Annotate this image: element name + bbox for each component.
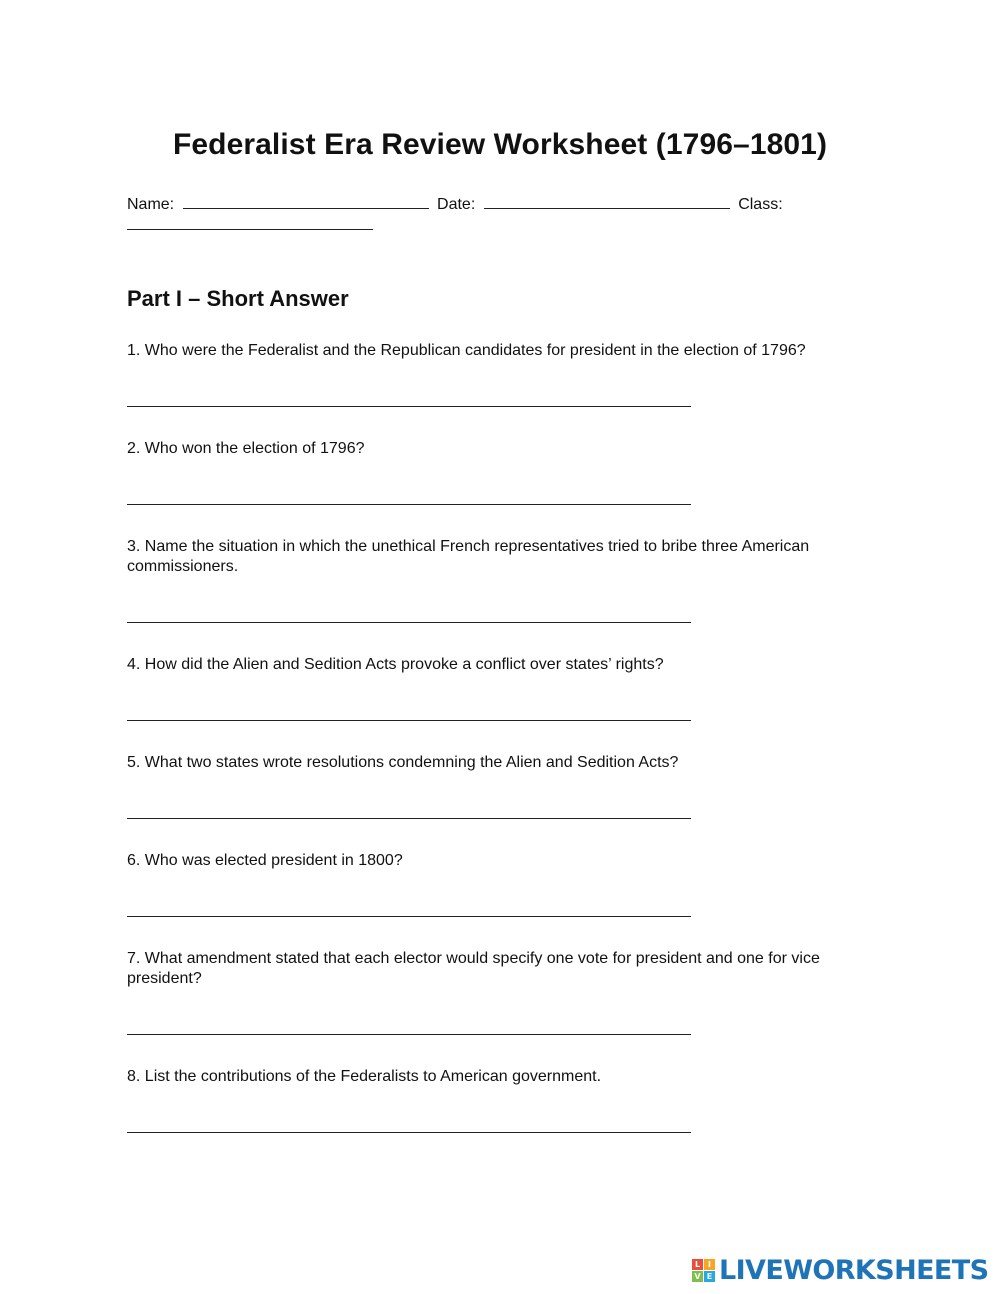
liveworksheets-logo xyxy=(692,1254,988,1286)
question-6: 6. Who was elected president in 1800? xyxy=(127,852,403,869)
answer-field-2[interactable] xyxy=(127,504,691,505)
logo-mark-icon xyxy=(692,1259,715,1282)
answer-field-6[interactable] xyxy=(127,916,691,917)
logo-tile-l: L xyxy=(692,1259,703,1270)
name-label: Name: xyxy=(127,196,175,213)
logo-tile-e: E xyxy=(704,1271,715,1282)
answer-field-1[interactable] xyxy=(127,406,691,407)
logo-tile-v: V xyxy=(692,1271,703,1282)
name-field[interactable] xyxy=(183,194,429,209)
question-1: 1. Who were the Federalist and the Republican candidates for president in the election of 1796? xyxy=(127,342,806,359)
worksheet-title: Federalist Era Review Worksheet (1796–1801) xyxy=(172,128,828,161)
logo-text: LIVEWORKSHEETS xyxy=(719,1254,989,1286)
question-3: 3. Name the situation in which the unethical French representatives tried to bribe three American commissioners. xyxy=(127,538,810,575)
question-5: 5. What two states wrote resolutions condemning the Alien and Sedition Acts? xyxy=(127,754,679,771)
answer-field-5[interactable] xyxy=(127,818,691,819)
class-label: Class: xyxy=(738,196,783,213)
answer-field-7[interactable] xyxy=(127,1034,691,1035)
question-7: 7. What amendment stated that each elector would specify one vote for president and one for vice president? xyxy=(127,950,820,987)
date-label: Date: xyxy=(437,196,476,213)
answer-field-8[interactable] xyxy=(127,1132,691,1133)
answer-field-4[interactable] xyxy=(127,720,691,721)
question-8: 8. List the contributions of the Federalists to American government. xyxy=(127,1068,602,1085)
class-field[interactable] xyxy=(127,215,373,230)
question-4: 4. How did the Alien and Sedition Acts provoke a conflict over states’ rights? xyxy=(127,656,664,673)
logo-tile-i: I xyxy=(704,1259,715,1270)
student-info-row xyxy=(127,194,887,215)
date-field[interactable] xyxy=(484,194,730,209)
part-heading: Part I – Short Answer xyxy=(127,286,349,311)
question-2: 2. Who won the election of 1796? xyxy=(127,440,365,457)
answer-field-3[interactable] xyxy=(127,622,691,623)
